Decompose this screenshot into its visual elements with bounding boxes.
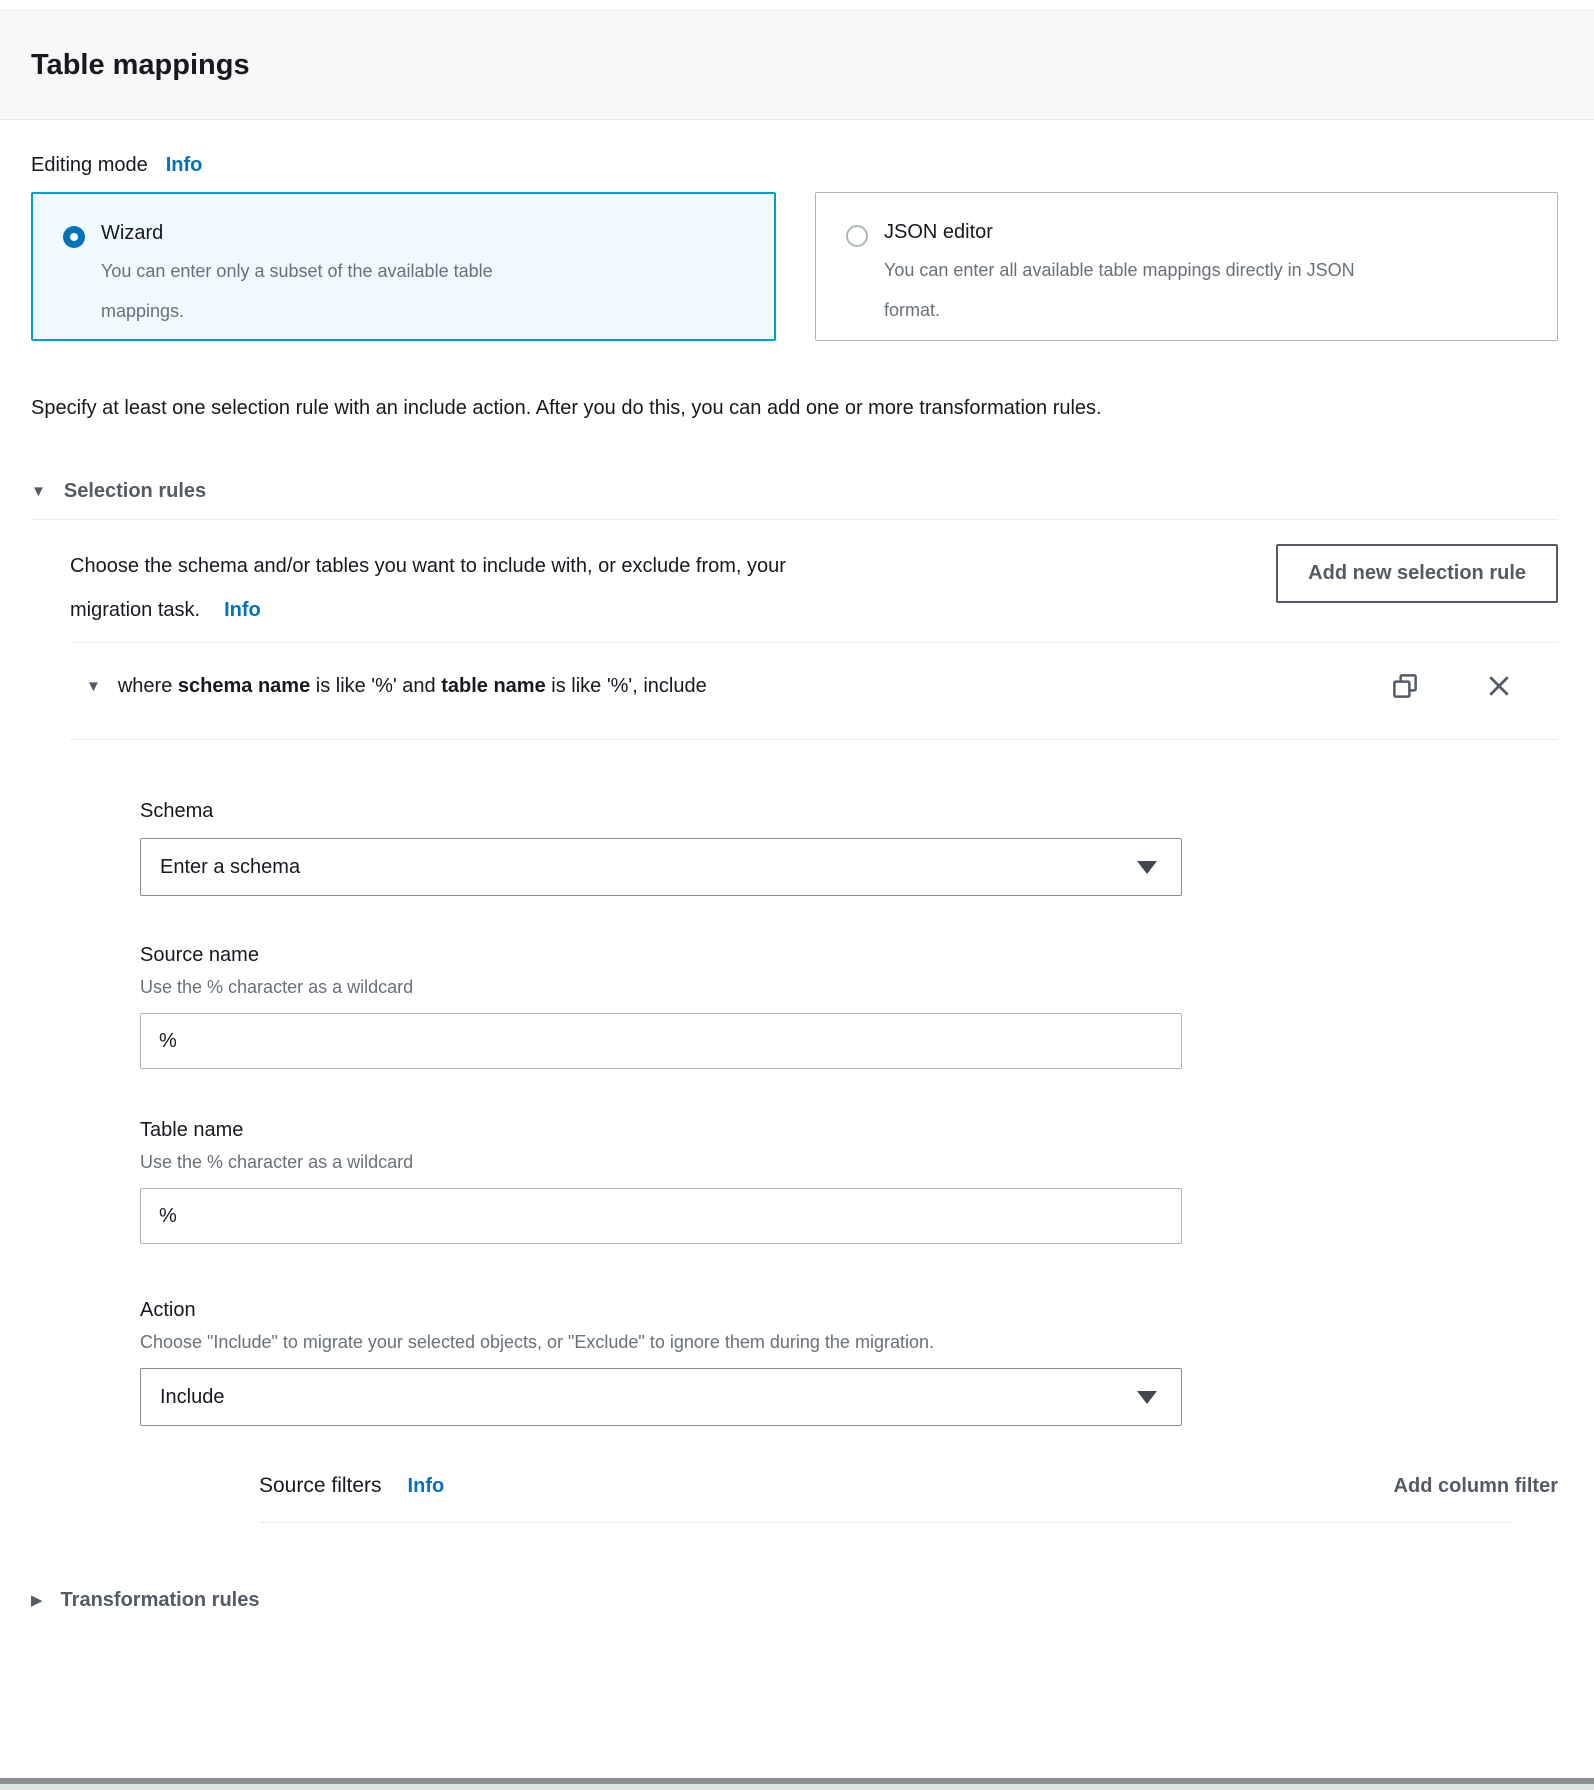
panel-header — [0, 10, 1594, 120]
triangle-down-icon: ▼ — [31, 483, 46, 500]
rule-header-row — [70, 643, 1558, 729]
json-editor-option-card[interactable] — [815, 192, 1558, 341]
caret-down-icon — [1137, 1391, 1157, 1404]
intro-text: Specify at least one selection rule with an include action. After you do this, you can add one or more transformation rules. — [31, 397, 1102, 419]
schema-select-value: Enter a schema — [160, 855, 301, 878]
source-name-label: Source name — [140, 944, 259, 966]
editing-mode-options — [31, 192, 1558, 341]
rule-summary: where schema name is like '%' and table name is like '%', include — [117, 674, 707, 697]
json-editor-option-label: JSON editor — [884, 221, 993, 243]
source-filters-divider — [259, 1522, 1514, 1523]
table-name-input[interactable] — [140, 1188, 1182, 1244]
selection-rules-header[interactable] — [31, 480, 1558, 503]
wizard-radio[interactable] — [63, 226, 85, 248]
selection-rules-intro-row — [70, 544, 1558, 632]
add-column-filter-button[interactable]: Add column filter — [1393, 1474, 1558, 1497]
transformation-rules-title: Transformation rules — [60, 1589, 260, 1611]
source-filters-info-link[interactable]: Info — [407, 1475, 445, 1497]
caret-down-icon — [1137, 861, 1157, 874]
selection-rules-description: Choose the schema and/or tables you want to include with, or exclude from, your migration task. Info — [70, 555, 786, 621]
editing-mode-row — [31, 154, 1558, 177]
action-select-value: Include — [160, 1385, 225, 1408]
selection-rules-info-link[interactable]: Info — [224, 599, 261, 621]
table-name-hint: Use the % character as a wildcard — [140, 1152, 414, 1172]
page-title: Table mappings — [31, 48, 250, 81]
remove-rule-button[interactable] — [1484, 671, 1514, 701]
source-name-hint: Use the % character as a wildcard — [140, 977, 414, 997]
add-selection-rule-button[interactable]: Add new selection rule — [1276, 544, 1558, 603]
source-filters-row — [259, 1474, 1558, 1498]
schema-label: Schema — [140, 800, 214, 822]
triangle-right-icon: ▶ — [31, 1592, 43, 1609]
panel-content — [0, 154, 1594, 1612]
schema-select[interactable] — [140, 838, 1182, 896]
table-name-label: Table name — [140, 1119, 244, 1141]
source-name-input[interactable] — [140, 1013, 1182, 1069]
source-filters-title: Source filters — [259, 1474, 382, 1497]
wizard-option-label: Wizard — [101, 222, 164, 244]
rule-header-divider — [70, 739, 1558, 740]
section-divider — [31, 519, 1558, 520]
close-icon — [1484, 671, 1514, 701]
editing-mode-label: Editing mode — [31, 154, 148, 176]
editing-mode-info-link[interactable]: Info — [165, 154, 203, 176]
transformation-rules-header[interactable] — [31, 1589, 1558, 1612]
duplicate-rule-button[interactable] — [1390, 671, 1420, 701]
action-select[interactable] — [140, 1368, 1182, 1426]
wizard-option-description: You can enter only a subset of the available table mappings. — [101, 261, 493, 321]
copy-icon — [1390, 671, 1420, 701]
json-editor-option-description: You can enter all available table mappings directly in JSON format. — [884, 260, 1355, 320]
rule-expand-triangle-icon[interactable]: ▼ — [86, 677, 101, 695]
action-hint: Choose "Include" to migrate your selected objects, or "Exclude" to ignore them during the migration. — [140, 1332, 934, 1352]
rule-form — [140, 800, 1182, 1426]
json-editor-radio[interactable] — [846, 225, 868, 247]
wizard-option-card[interactable] — [31, 192, 776, 341]
selection-rules-title: Selection rules — [63, 480, 207, 502]
action-label: Action — [140, 1299, 196, 1321]
